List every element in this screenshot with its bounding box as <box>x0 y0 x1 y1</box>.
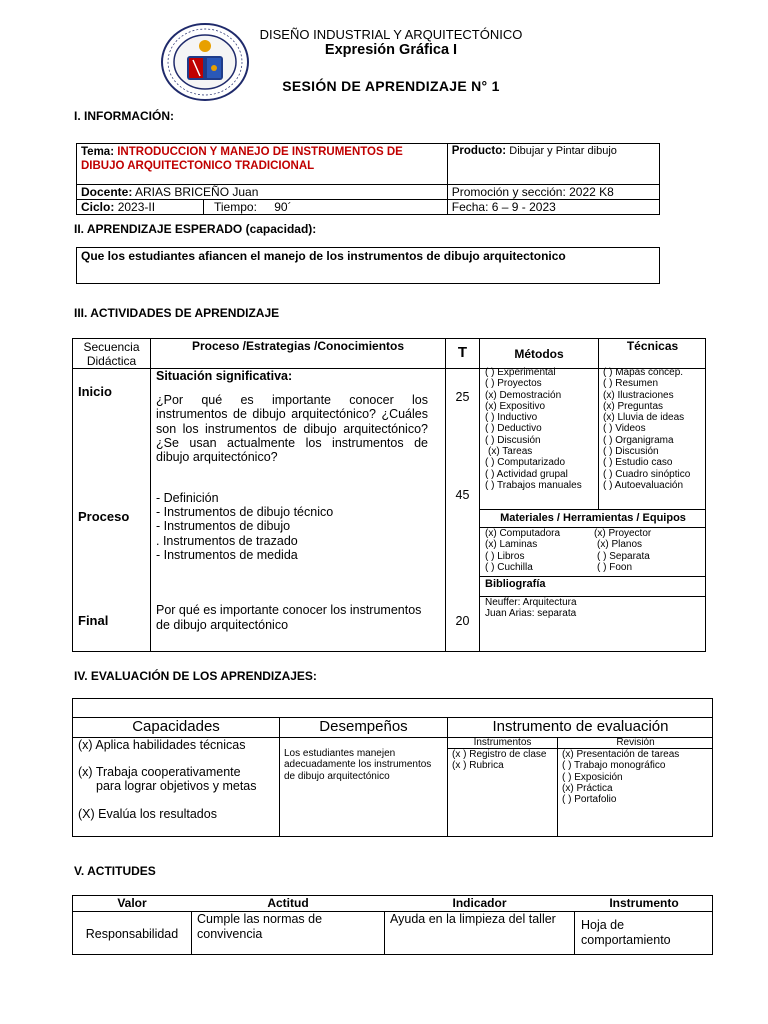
stage-final: Final <box>78 613 109 628</box>
metodo-item: (x) Expositivo <box>485 400 546 412</box>
material-item: (x) Computadora <box>485 528 561 539</box>
proceso-item: . Instrumentos de trazado <box>156 533 298 548</box>
tema-value: INTRODUCCION Y MANEJO DE INSTRUMENTOS DE DIBUJO ARQUITECTONICO TRADICIONAL <box>81 146 403 172</box>
col-t: T <box>457 344 468 361</box>
instrumentos-list <box>452 749 546 772</box>
material-item: (x) Laminas <box>485 539 538 551</box>
revision-item: ( ) Trabajo monográfico <box>562 760 666 772</box>
tecnica-item: ( ) Estudio caso <box>603 457 673 469</box>
activities-divider <box>479 509 706 510</box>
sub-instrumentos: Instrumentos <box>473 737 532 748</box>
producto-cell <box>447 144 659 185</box>
ciclo-value: 2023-II <box>117 200 156 214</box>
t-inicio: 25 <box>455 390 470 404</box>
evaluation-divider <box>279 717 280 837</box>
col-secuencia: Secuencia Didáctica <box>83 340 140 368</box>
expected-learning-text: Que los estudiantes afiancen el manejo de los instrumentos de dibujo arquitectonico <box>77 248 660 284</box>
docente-label: Docente: <box>81 185 133 199</box>
valor-cell: Responsabilidad <box>85 927 179 941</box>
material-item: (x) Proyector <box>594 528 652 539</box>
docente-value: ARIAS BRICEÑO Juan <box>135 185 259 199</box>
promocion-cell: Promoción y sección: 2022 K8 <box>447 185 659 200</box>
producto-label: Producto: <box>451 145 507 157</box>
tecnica-item: (x) Lluvia de ideas <box>603 412 685 424</box>
material-item: ( ) Foon <box>597 561 633 573</box>
capacidad-item: (x) Trabaja cooperativamente <box>78 765 241 779</box>
attitudes-divider <box>384 911 385 955</box>
activities-divider <box>598 338 599 509</box>
metodo-item: ( ) Trabajos manuales <box>485 479 582 491</box>
session-title: SESIÓN DE APRENDIZAJE N° 1 <box>282 78 500 94</box>
tecnica-item: ( ) Organigrama <box>603 434 674 446</box>
material-item: ( ) Cuchilla <box>485 561 533 573</box>
tecnica-item: ( ) Autoevaluación <box>603 479 684 491</box>
materiales-title: Materiales / Herramientas / Equipos <box>500 512 686 524</box>
tecnicas-list <box>603 367 690 491</box>
col-proceso: Proceso /Estrategias /Conocimientos <box>191 339 405 353</box>
proceso-list <box>156 491 333 562</box>
ciclo-cell <box>77 200 204 215</box>
stage-inicio: Inicio <box>78 384 112 399</box>
tecnica-item: ( ) Videos <box>603 423 646 435</box>
col-metodos: Métodos <box>514 347 564 361</box>
ciclo-label: Ciclo: <box>81 200 115 214</box>
metodo-item: ( ) Actividad grupal <box>485 468 568 480</box>
proceso-item: - Definición <box>156 491 219 505</box>
situacion-title: Situación significativa: <box>156 369 293 383</box>
proceso-item: - Instrumentos de dibujo técnico <box>156 505 334 520</box>
section-3-heading: III. ACTIVIDADES DE APRENDIZAJE <box>74 306 280 320</box>
docente-cell <box>77 185 448 200</box>
information-table <box>76 143 660 215</box>
capacidad-item: (x) Aplica habilidades técnicas <box>78 738 246 752</box>
metodo-item: ( ) Deductivo <box>485 423 542 435</box>
expected-learning-table <box>76 247 660 284</box>
metodos-list <box>485 367 582 491</box>
col-instrumento: Instrumento de evaluación <box>492 718 669 735</box>
attitudes-divider <box>574 911 575 955</box>
bibliografia-title: Bibliografía <box>485 578 546 590</box>
producto-value: Dibujar y Pintar dibujo <box>509 145 617 157</box>
fecha-cell: Fecha: 6 – 9 - 2023 <box>447 200 659 215</box>
evaluation-divider <box>447 717 448 837</box>
col-tecnicas: Técnicas <box>626 339 679 353</box>
instrumento-actitud-cell: Hoja de comportamiento <box>581 918 671 947</box>
final-text: Por qué es importante conocer los instrumentos de dibujo arquitectónico <box>156 603 422 632</box>
evaluation-divider <box>557 737 558 837</box>
bibliografia-item: Juan Arias: separata <box>485 608 577 620</box>
section-1-heading: I. INFORMACIÓN: <box>74 109 174 123</box>
instrumento-item: (x ) Registro de clase <box>452 749 547 760</box>
activities-divider <box>479 576 706 577</box>
bibliografia-list <box>485 597 577 620</box>
tecnica-item: ( ) Cuadro sinóptico <box>603 468 691 480</box>
tema-label: Tema: <box>81 146 115 158</box>
stage-proceso: Proceso <box>78 509 130 524</box>
desempenos-text: Los estudiantes manejen adecuadamente los instrumentos de dibujo arquitectónico <box>284 748 432 782</box>
career-title: DISEÑO INDUSTRIAL Y ARQUITECTÓNICO <box>259 27 523 42</box>
inicio-questions: ¿Por qué es importante conocer los instrumentos de dibujo arquitectónico? ¿Cuáles son los instrumentos de dibujo arquitectónico? ¿Se usan actualmente los instrumentos de dibujo arquitectónico? <box>156 393 428 465</box>
indicador-cell: Ayuda en la limpieza del taller <box>390 912 556 926</box>
section-2-heading: II. APRENDIZAJE ESPERADO (capacidad): <box>74 222 317 236</box>
course-title: Expresión Gráfica I <box>324 42 458 58</box>
tiempo-label: Tiempo: <box>214 200 257 214</box>
col-indicador: Indicador <box>452 896 507 910</box>
metodo-item: ( ) Discusión <box>485 434 541 446</box>
materiales-right <box>594 528 651 573</box>
instrumento-item: (x ) Rubrica <box>452 760 504 772</box>
material-item: ( ) Separata <box>597 550 650 562</box>
metodo-item: ( ) Proyectos <box>485 378 542 390</box>
col-capacidades: Capacidades <box>132 718 220 735</box>
metodo-item: ( ) Inductivo <box>485 412 538 424</box>
activities-divider <box>479 338 480 652</box>
tecnica-item: (x) Preguntas <box>603 400 664 412</box>
revision-list <box>562 749 679 805</box>
metodo-item: (x) Demostración <box>485 389 562 401</box>
section-4-heading: IV. EVALUACIÓN DE LOS APRENDIZAJES: <box>74 669 317 683</box>
revision-item: ( ) Exposición <box>562 771 623 783</box>
metodo-item: ( ) Computarizado <box>485 457 566 469</box>
sub-revision: Revisión <box>616 737 655 748</box>
section-5-heading: V. ACTITUDES <box>74 864 156 878</box>
revision-item: (x) Presentación de tareas <box>562 749 680 760</box>
tecnica-item: ( ) Resumen <box>603 378 659 390</box>
actitud-cell: Cumple las normas de convivencia <box>197 912 323 941</box>
metodo-item: (x) Tareas <box>488 446 533 458</box>
tecnica-item: ( ) Discusión <box>603 446 659 458</box>
col-desempenos: Desempeños <box>319 718 408 735</box>
col-actitud: Actitud <box>267 896 309 910</box>
revision-item: (x) Práctica <box>562 782 613 794</box>
capacidad-item: para lograr objetivos y metas <box>96 779 257 793</box>
t-final: 20 <box>455 614 470 628</box>
activities-divider <box>150 338 151 652</box>
tecnica-item: ( ) Mapas concep. <box>603 367 684 378</box>
bibliografia-item: Neuffer: Arquitectura <box>485 597 577 608</box>
col-valor: Valor <box>117 896 147 910</box>
attitudes-divider <box>191 911 192 955</box>
capacidad-item: (X) Evalúa los resultados <box>78 807 217 821</box>
revision-item: ( ) Portafolio <box>562 794 617 806</box>
tecnica-item: (x) Ilustraciones <box>603 389 674 401</box>
materiales-left <box>485 528 560 573</box>
tiempo-value: 90´ <box>274 200 292 214</box>
tiempo-cell <box>204 200 448 215</box>
tema-cell <box>77 144 448 185</box>
material-item: (x) Planos <box>597 539 643 551</box>
proceso-item: - Instrumentos de medida <box>156 547 298 562</box>
col-instrumento-actitud: Instrumento <box>609 896 679 910</box>
t-proceso: 45 <box>455 488 470 502</box>
proceso-item: - Instrumentos de dibujo <box>156 519 291 534</box>
material-item: ( ) Libros <box>485 550 525 562</box>
metodo-item: ( ) Experimental <box>485 367 556 378</box>
